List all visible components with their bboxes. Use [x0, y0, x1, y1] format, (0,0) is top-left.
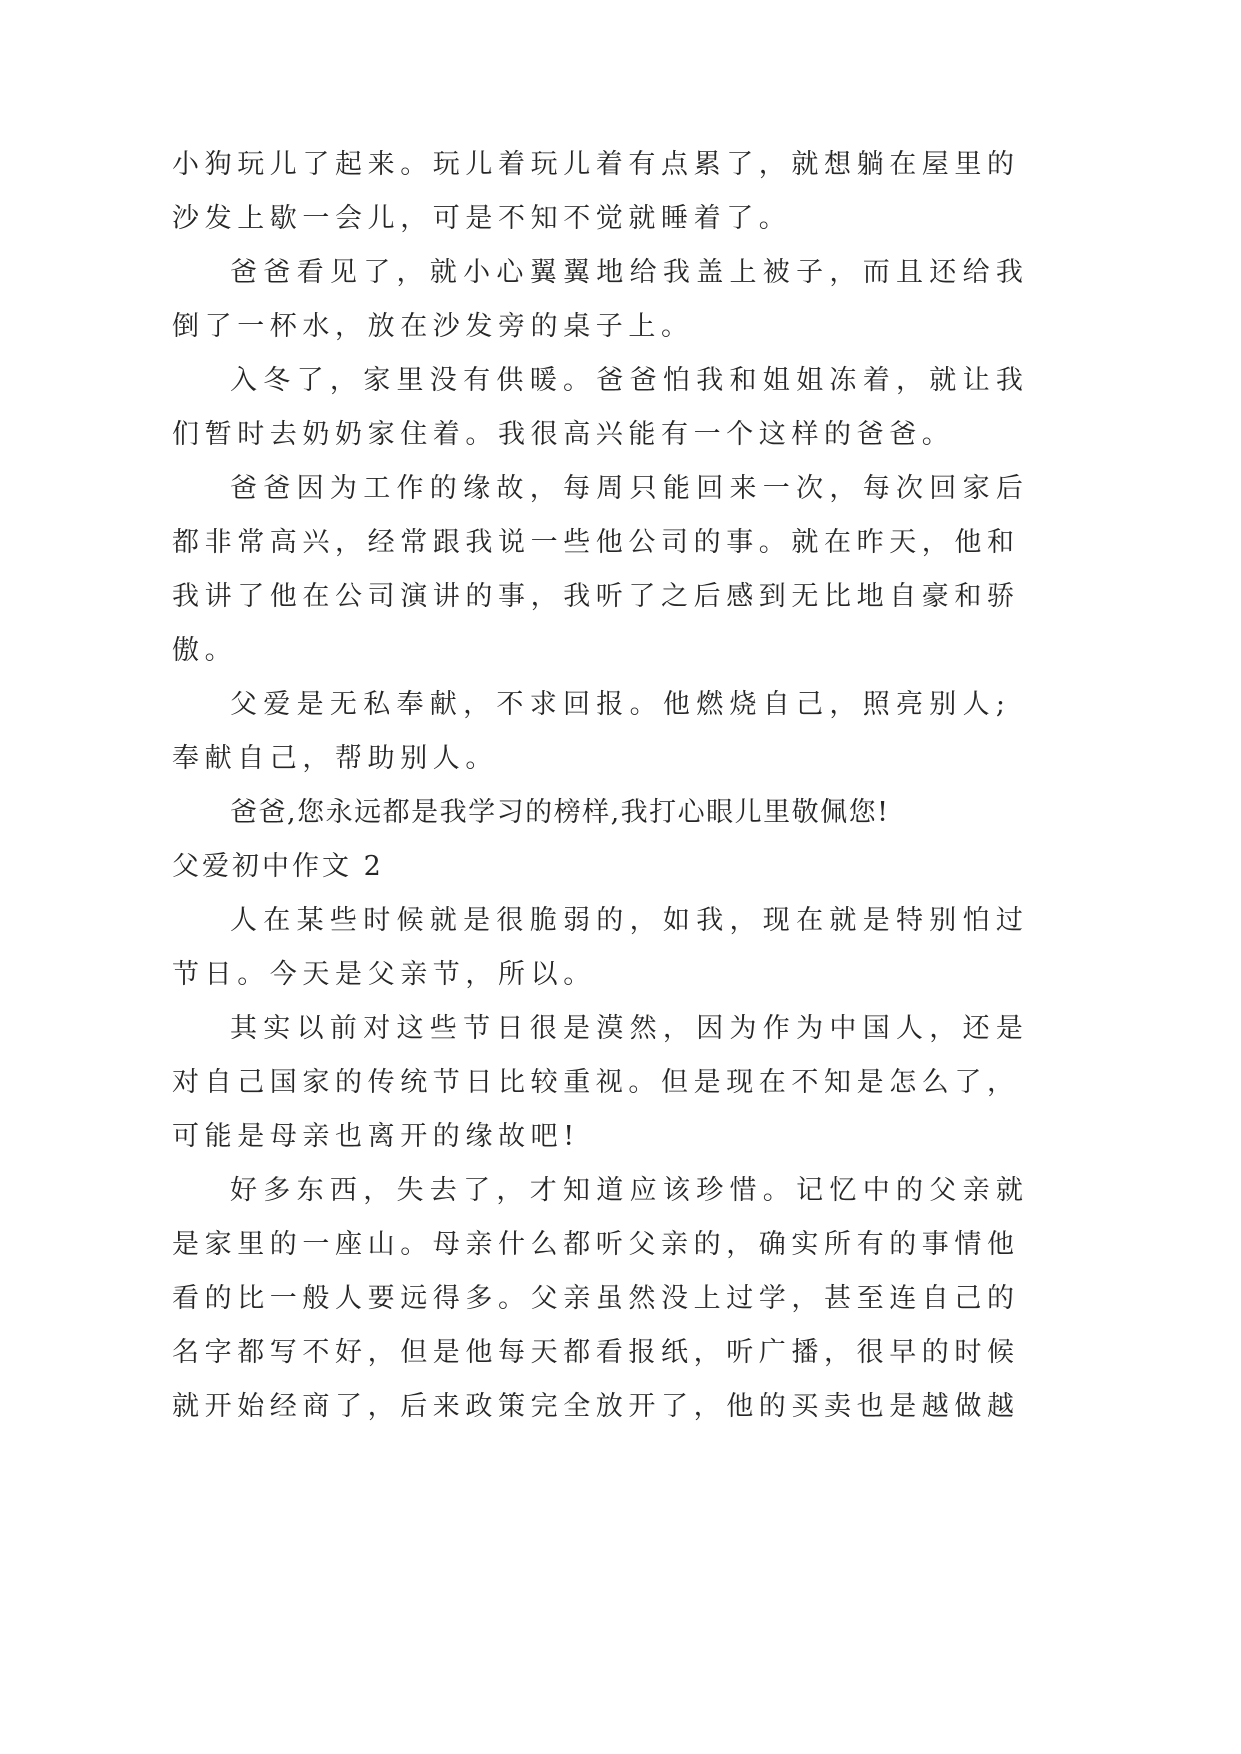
text-line: 傲。 [172, 635, 238, 666]
essay-title: 父爱初中作文 2 [172, 851, 384, 882]
text-line: 小狗玩儿了起来。玩儿着玩儿着有点累了，就想躺在屋里的 [172, 149, 1020, 180]
text-line: 我讲了他在公司演讲的事，我听了之后感到无比地自豪和骄 [172, 581, 1020, 612]
text-line: 倒了一杯水，放在沙发旁的桌子上。 [172, 311, 694, 342]
paragraph-first-line: 其实以前对这些节日很是漠然，因为作为中国人，还是 [230, 1013, 1030, 1044]
text-line: 就开始经商了，后来政策完全放开了，他的买卖也是越做越 [172, 1391, 1020, 1422]
paragraph-first-line: 入冬了，家里没有供暖。爸爸怕我和姐姐冻着，就让我 [230, 365, 1030, 396]
text-line: 节日。今天是父亲节，所以。 [172, 959, 596, 990]
paragraph-first-line: 人在某些时候就是很脆弱的，如我，现在就是特别怕过 [230, 905, 1030, 936]
text-line: 看的比一般人要远得多。父亲虽然没上过学，甚至连自己的 [172, 1283, 1020, 1314]
text-line: 对自己国家的传统节日比较重视。但是现在不知是怎么了， [172, 1067, 1020, 1098]
paragraph-first-line: 爸爸看见了，就小心翼翼地给我盖上被子，而且还给我 [230, 257, 1030, 288]
text-line: 奉献自己，帮助别人。 [172, 743, 498, 774]
text-line: 们暂时去奶奶家住着。我很高兴能有一个这样的爸爸。 [172, 419, 955, 450]
paragraph-first-line: 爸爸,您永远都是我学习的榜样,我打心眼儿里敬佩您! [230, 797, 890, 828]
text-line: 都非常高兴，经常跟我说一些他公司的事。就在昨天，他和 [172, 527, 1020, 558]
essay-body [172, 138, 1030, 1434]
text-line: 是家里的一座山。母亲什么都听父亲的，确实所有的事情他 [172, 1229, 1020, 1260]
paragraph-first-line: 父爱是无私奉献，不求回报。他燃烧自己，照亮别人; [230, 689, 1012, 720]
text-line: 沙发上歇一会儿，可是不知不觉就睡着了。 [172, 203, 792, 234]
paragraph-first-line: 爸爸因为工作的缘故，每周只能回来一次，每次回家后 [230, 473, 1030, 504]
text-line: 可能是母亲也离开的缘故吧! [172, 1121, 580, 1152]
paragraph-first-line: 好多东西，失去了，才知道应该珍惜。记忆中的父亲就 [230, 1175, 1030, 1206]
text-line: 名字都写不好，但是他每天都看报纸，听广播，很早的时候 [172, 1337, 1020, 1368]
